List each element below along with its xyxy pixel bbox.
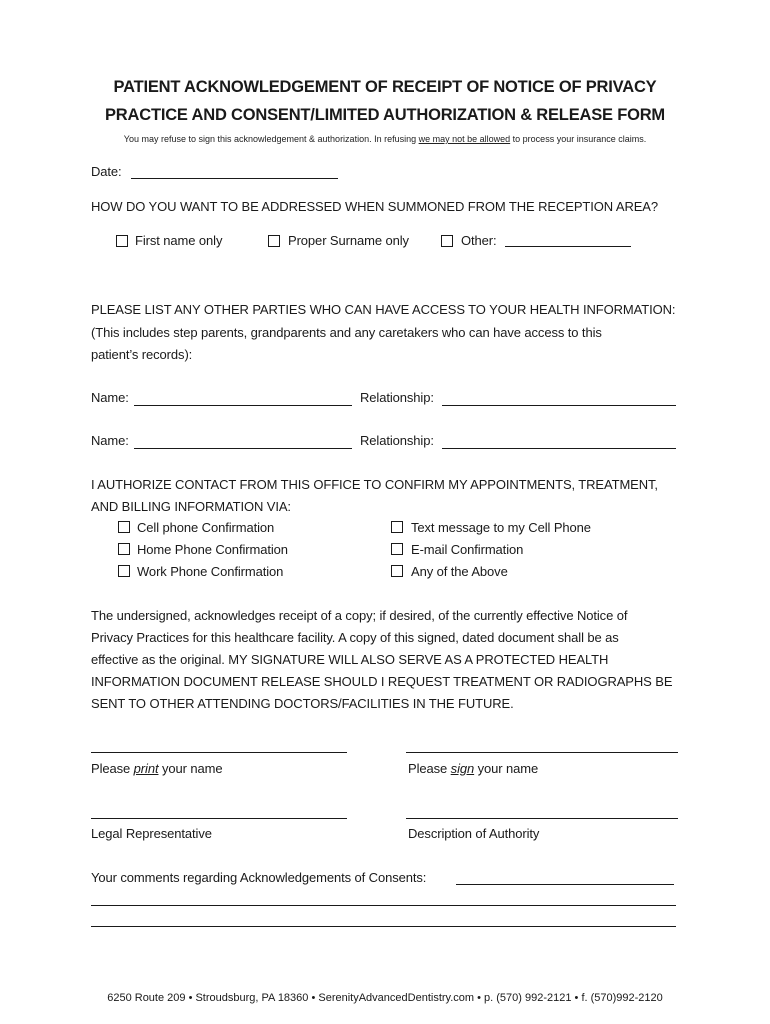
any-above-checkbox[interactable] (391, 565, 403, 577)
text-message-label: Text message to my Cell Phone (411, 520, 591, 535)
comments-field-line1[interactable] (456, 884, 674, 885)
legal-rep-label: Legal Representative (91, 826, 212, 841)
contact-question-line1: I AUTHORIZE CONTACT FROM THIS OFFICE TO CONFIRM MY APPOINTMENTS, TREATMENT, (91, 477, 658, 492)
text-message-checkbox[interactable] (391, 521, 403, 533)
parties-question: PLEASE LIST ANY OTHER PARTIES WHO CAN HAVE ACCESS TO YOUR HEALTH INFORMATION: (91, 302, 676, 317)
print-name-suffix: your name (158, 761, 223, 776)
other-label: Other: (461, 233, 497, 248)
statement-line3: effective as the original. MY SIGNATURE WILL ALSO SERVE AS A PROTECTED HEALTH (91, 652, 609, 667)
print-name-label (91, 761, 223, 776)
other-checkbox[interactable] (441, 235, 453, 247)
cell-phone-checkbox[interactable] (118, 521, 130, 533)
print-name-field[interactable] (91, 752, 347, 753)
comments-field-line3[interactable] (91, 926, 676, 927)
sign-word: sign (450, 761, 475, 776)
sign-name-label (408, 761, 538, 776)
statement-line5: SENT TO OTHER ATTENDING DOCTORS/FACILITIES IN THE FUTURE. (91, 696, 514, 711)
print-name-prefix: Please (91, 761, 134, 776)
cell-phone-label: Cell phone Confirmation (137, 520, 275, 535)
party2-name-label: Name: (91, 433, 129, 448)
sign-name-prefix: Please (408, 761, 451, 776)
form-title-line1: PATIENT ACKNOWLEDGEMENT OF RECEIPT OF NOTICE OF PRIVACY (113, 78, 657, 96)
party1-relationship-label: Relationship: (360, 390, 434, 405)
party2-relationship-field[interactable] (442, 448, 676, 449)
parties-note-line1: (This includes step parents, grandparents and any caretakers who can have access to this (91, 325, 602, 340)
email-label: E-mail Confirmation (411, 542, 524, 557)
authority-field[interactable] (406, 818, 678, 819)
refusal-notice-emphasis: we may not be allowed (418, 134, 511, 144)
address-question: HOW DO YOU WANT TO BE ADDRESSED WHEN SUMMONED FROM THE RECEPTION AREA? (91, 199, 659, 214)
work-phone-label: Work Phone Confirmation (137, 564, 284, 579)
first-name-label: First name only (135, 233, 223, 248)
comments-label: Your comments regarding Acknowledgements of Consents: (91, 870, 427, 885)
print-word: print (133, 761, 159, 776)
surname-label: Proper Surname only (288, 233, 409, 248)
footer-contact-info: 6250 Route 209 • Stroudsburg, PA 18360 • SerenityAdvancedDentistry.com • p. (570) 992-2121 • f. (570)992-2120 (107, 992, 663, 1004)
party2-relationship-label: Relationship: (360, 433, 434, 448)
comments-field-line2[interactable] (91, 905, 676, 906)
home-phone-checkbox[interactable] (118, 543, 130, 555)
parties-note-line2: patient’s records): (91, 347, 193, 362)
other-field[interactable] (505, 246, 631, 247)
email-checkbox[interactable] (391, 543, 403, 555)
form-title-line2: PRACTICE AND CONSENT/LIMITED AUTHORIZATION & RELEASE FORM (105, 106, 665, 124)
authority-label: Description of Authority (408, 826, 540, 841)
party1-relationship-field[interactable] (442, 405, 676, 406)
party1-name-label: Name: (91, 390, 129, 405)
surname-checkbox[interactable] (268, 235, 280, 247)
refusal-notice-end: to process your insurance claims. (510, 134, 647, 144)
home-phone-label: Home Phone Confirmation (137, 542, 288, 557)
first-name-checkbox[interactable] (116, 235, 128, 247)
statement-line4: INFORMATION DOCUMENT RELEASE SHOULD I REQUEST TREATMENT OR RADIOGRAPHS BE (91, 674, 673, 689)
refusal-notice (0, 134, 770, 144)
date-label: Date: (91, 164, 122, 179)
party2-name-field[interactable] (134, 448, 352, 449)
work-phone-checkbox[interactable] (118, 565, 130, 577)
statement-line2: Privacy Practices for this healthcare facility. A copy of this signed, dated document shall be as (91, 630, 619, 645)
signature-field[interactable] (406, 752, 678, 753)
any-above-label: Any of the Above (411, 564, 508, 579)
refusal-notice-start: You may refuse to sign this acknowledgement & authorization. In refusing (123, 134, 419, 144)
statement-line1: The undersigned, acknowledges receipt of a copy; if desired, of the currently effective Notice of (91, 608, 628, 623)
sign-name-suffix: your name (474, 761, 539, 776)
date-field[interactable] (131, 178, 338, 179)
contact-question-line2: AND BILLING INFORMATION VIA: (91, 499, 291, 514)
legal-rep-field[interactable] (91, 818, 347, 819)
party1-name-field[interactable] (134, 405, 352, 406)
